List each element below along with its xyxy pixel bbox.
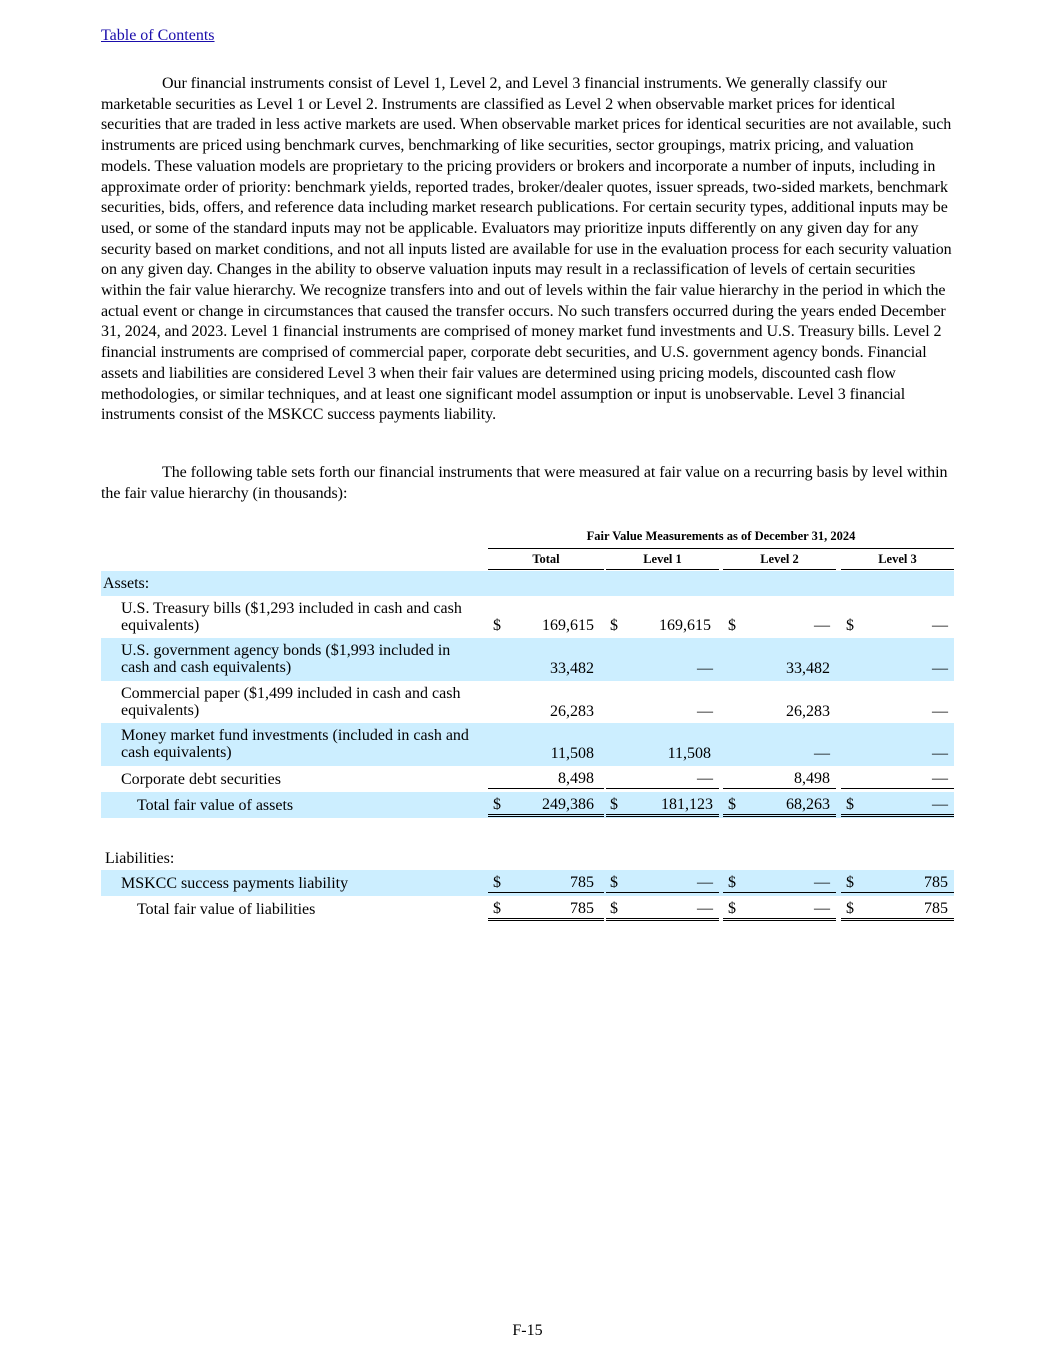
- row-label: Money market fund investments (included in cash and cash equivalents): [121, 727, 469, 761]
- table-of-contents-link[interactable]: Table of Contents: [101, 27, 215, 44]
- liabilities-section-row: [101, 844, 954, 870]
- currency-symbol: $: [493, 617, 501, 634]
- value-level-2: 26,283: [786, 703, 830, 720]
- value-total: 785: [570, 900, 594, 917]
- row-label: Commercial paper ($1,499 included in cash and cash equivalents): [121, 685, 461, 719]
- assets-label: Assets:: [103, 575, 150, 592]
- value-total: 249,386: [542, 796, 594, 813]
- assets-section-row: [101, 571, 954, 596]
- value-level-3: 785: [924, 874, 948, 891]
- currency-symbol: $: [846, 874, 854, 891]
- value-total: 26,283: [550, 703, 594, 720]
- table-row: [101, 723, 954, 766]
- total-liabilities-row: [101, 896, 954, 922]
- table-row: [101, 638, 954, 681]
- value-level-3: —: [932, 660, 948, 677]
- value-total: 8,498: [558, 770, 594, 787]
- total-assets-row: [101, 792, 954, 818]
- table-row: [101, 596, 954, 638]
- value-level-3: —: [932, 770, 948, 787]
- value-level-1: 11,508: [667, 745, 711, 762]
- row-label: U.S. Treasury bills ($1,293 included in cash and cash equivalents): [121, 600, 462, 634]
- value-level-1: —: [697, 770, 713, 787]
- value-level-3: —: [932, 703, 948, 720]
- column-header-level-1: Level 1: [606, 552, 719, 570]
- column-header-level-2: Level 2: [723, 552, 836, 570]
- fair-value-paragraph: Our financial instruments consist of Level 1, Level 2, and Level 3 financial instruments. We generally classify our marketable securities as Level 1 or Level 2. Instruments are classified as Level 2 when observable market prices for identical securities that are traded in less active markets are used. When observable market prices for identical securities are not available, such instruments are priced using benchmark curves, benchmarking of like securities, sector groupings, matrix pricing, and valuation models. These valuation models are proprietary to the pricing providers or brokers and incorporate a number of inputs, including in approximate order of priority: benchmark yields, reported trades, broker/dealer quotes, issuer spreads, two-sided markets, benchmark securities, bids, offers, and reference data including market research publications. For certain security types, additional inputs may be used, or some of the standard inputs may not be applicable. Evaluators may prioritize inputs differently on any given day for any security based on market conditions, and not all inputs listed are available for use in the evaluation process for each security valuation on any given day. Changes in the ability to observe valuation inputs may result in a reclassification of levels of certain securities within the fair value hierarchy. We recognize transfers into and out of levels within the fair value hierarchy in the period in which the actual event or change in circumstances that caused the transfer occurs. No such transfers occurred during the years ended December 31, 2024, and 2023. Level 1 financial instruments are comprised of money market fund investments and U.S. Treasury bills. Level 2 financial instruments are comprised of commercial paper, corporate debt securities, and U.S. government agency bonds. Financial assets and liabilities are considered Level 3 when their fair values are determined using pricing models, discounted cash flow methodologies, or similar techniques, and at least one significant model assumption or input is unobservable. Level 3 financial instruments consist of the MSKCC success payments liability.: [101, 75, 952, 424]
- value-level-2: 33,482: [786, 660, 830, 677]
- value-level-3: —: [932, 617, 948, 634]
- value-level-2: —: [814, 617, 830, 634]
- value-level-2: 8,498: [794, 770, 830, 787]
- value-level-1: —: [697, 660, 713, 677]
- currency-symbol: $: [846, 796, 854, 813]
- currency-symbol: $: [728, 874, 736, 891]
- column-header-level-3: Level 3: [841, 552, 954, 570]
- currency-symbol: $: [610, 874, 618, 891]
- currency-symbol: $: [610, 900, 618, 917]
- value-total: 785: [570, 874, 594, 891]
- row-label: Corporate debt securities: [121, 771, 281, 788]
- table-caption: Fair Value Measurements as of December 31, 2024: [488, 529, 954, 549]
- value-level-1: 169,615: [659, 617, 711, 634]
- value-level-3: 785: [924, 900, 948, 917]
- table-row: [101, 870, 954, 896]
- value-level-2: 68,263: [786, 796, 830, 813]
- value-level-3: —: [932, 796, 948, 813]
- liabilities-label: Liabilities:: [105, 850, 175, 867]
- currency-symbol: $: [493, 874, 501, 891]
- row-label: Total fair value of assets: [137, 797, 294, 814]
- value-level-1: —: [697, 900, 713, 917]
- value-level-2: —: [814, 745, 830, 762]
- value-level-2: —: [814, 874, 830, 891]
- value-level-3: —: [932, 745, 948, 762]
- value-level-2: —: [814, 900, 830, 917]
- table-intro-paragraph: The following table sets forth our financial instruments that were measured at fair value on a recurring basis by level within the fair value hierarchy (in thousands):: [101, 464, 948, 502]
- value-total: 169,615: [542, 617, 594, 634]
- page-number: F-15: [512, 1322, 543, 1339]
- currency-symbol: $: [610, 617, 618, 634]
- value-total: 33,482: [550, 660, 594, 677]
- currency-symbol: $: [610, 796, 618, 813]
- currency-symbol: $: [728, 617, 736, 634]
- row-label: MSKCC success payments liability: [121, 875, 349, 892]
- currency-symbol: $: [728, 796, 736, 813]
- currency-symbol: $: [493, 796, 501, 813]
- row-label: Total fair value of liabilities: [137, 901, 316, 918]
- column-header-total: Total: [488, 552, 604, 570]
- currency-symbol: $: [846, 900, 854, 917]
- value-level-1: —: [697, 703, 713, 720]
- currency-symbol: $: [728, 900, 736, 917]
- row-label: U.S. government agency bonds ($1,993 included in cash and cash equivalents): [121, 642, 451, 676]
- value-level-1: 181,123: [661, 796, 713, 813]
- currency-symbol: $: [493, 900, 501, 917]
- value-total: 11,508: [550, 745, 594, 762]
- currency-symbol: $: [846, 617, 854, 634]
- table-row: [101, 681, 954, 723]
- value-level-1: —: [697, 874, 713, 891]
- table-row: [101, 766, 954, 792]
